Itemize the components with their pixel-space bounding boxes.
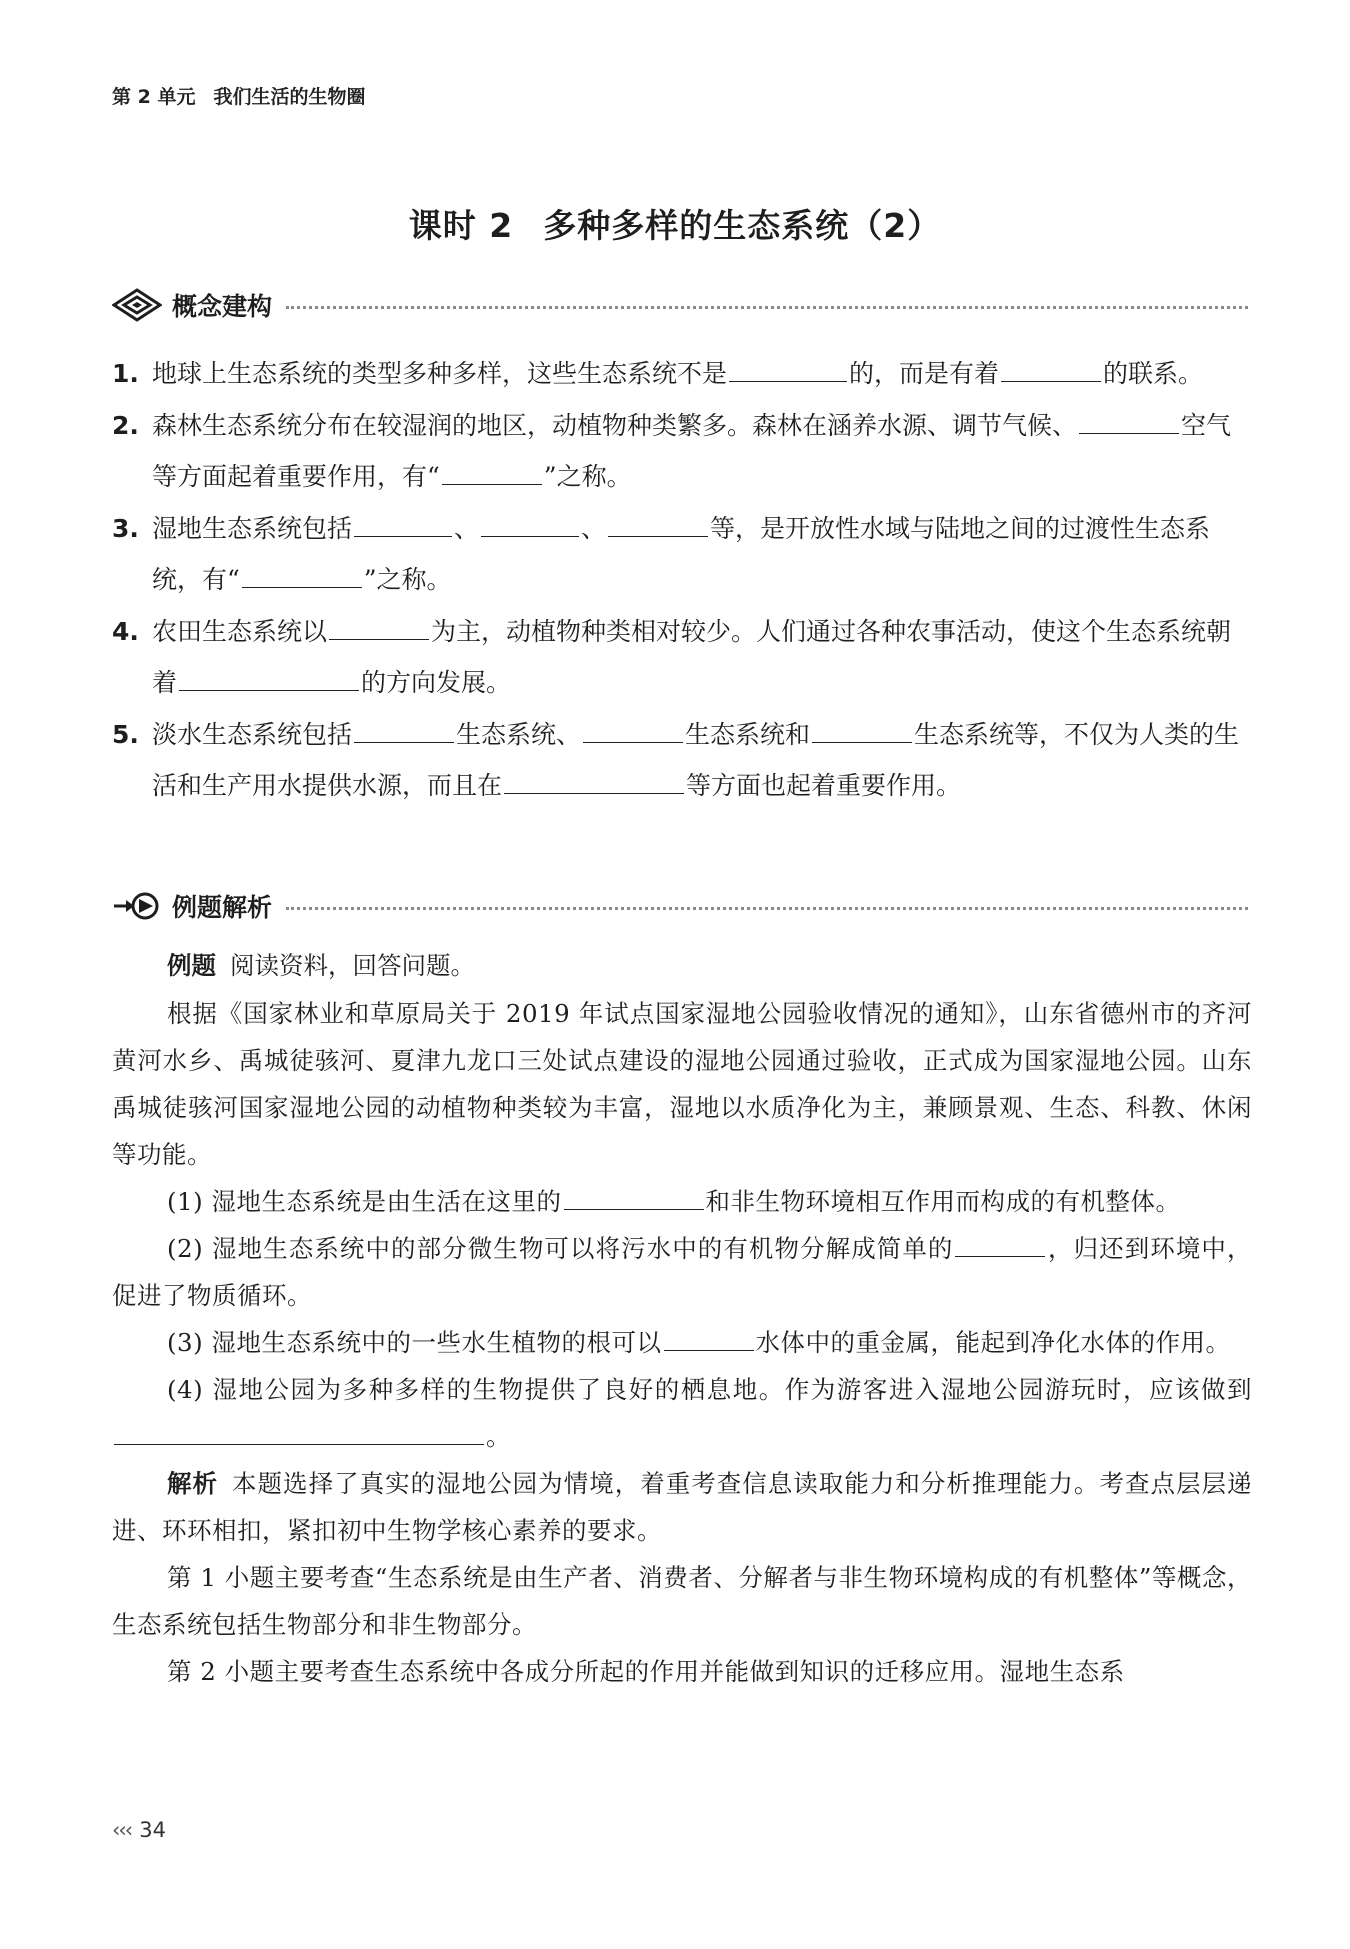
lesson-title (0, 200, 1350, 247)
answer-blank[interactable] (442, 458, 542, 485)
question-text: 生态系统、 (456, 720, 582, 749)
question-text: ”之称。 (363, 565, 452, 594)
question-number: 4. (112, 617, 139, 646)
answer-blank[interactable] (354, 716, 454, 743)
answer-blank[interactable] (729, 355, 847, 382)
answer-blank[interactable] (1079, 407, 1179, 434)
section-divider (286, 306, 1248, 309)
lesson-name: 多种多样的生态系统（2） (543, 206, 942, 245)
question-text: 等方面也起着重要作用。 (686, 771, 962, 800)
question-text: 的方向发展。 (361, 668, 512, 697)
analysis-text: 本题选择了真实的湿地公园为情境，着重考查信息读取能力和分析推理能力。考查点层层递进、环环相扣，紧扣初中生物学核心素养的要求。 (112, 1469, 1253, 1545)
arrow-target-icon (112, 889, 162, 923)
sub-question-2 (112, 1225, 1252, 1319)
sub-question-text: 。 (486, 1422, 511, 1451)
answer-blank[interactable] (812, 716, 912, 743)
sub-question-text: (1) 湿地生态系统是由生活在这里的 (167, 1187, 562, 1216)
question-text: 农田生态系统以 (152, 617, 328, 646)
analysis-paragraph (112, 1460, 1252, 1554)
sub-question-text: 和非生物环境相互作用而构成的有机整体。 (705, 1187, 1181, 1216)
answer-blank[interactable] (955, 1230, 1045, 1257)
lesson-number: 课时 2 (408, 206, 514, 245)
answer-blank[interactable] (664, 1324, 754, 1351)
question-number: 1. (112, 359, 139, 388)
question-2 (112, 400, 1252, 502)
example-instruction: 阅读资料，回答问题。 (230, 951, 475, 980)
sub-question-text: (3) 湿地生态系统中的一些水生植物的根可以 (167, 1328, 662, 1357)
question-text: 湿地生态系统包括 (152, 514, 353, 543)
question-text: 、 (581, 514, 607, 543)
sub-question-1 (112, 1178, 1252, 1225)
sub-question-text: ，归还到环境中，促进了物质循环。 (112, 1234, 1252, 1310)
section-concept-header (112, 285, 1248, 325)
example-tag: 例题 (167, 951, 216, 980)
chevrons-left-icon: ‹‹‹ (112, 1818, 132, 1842)
answer-blank[interactable] (329, 613, 429, 640)
question-3 (112, 503, 1252, 605)
question-text: ”之称。 (543, 462, 632, 491)
question-5 (112, 709, 1252, 811)
answer-blank[interactable] (583, 716, 683, 743)
sub-question-3 (112, 1319, 1252, 1366)
section-divider (286, 907, 1248, 910)
answer-blank[interactable] (564, 1183, 704, 1210)
unit-title: 我们生活的生物圈 (213, 86, 366, 108)
analysis-point-1: 第 1 小题主要考查“生态系统是由生产者、消费者、分解者与非生物环境构成的有机整体”等概念，生态系统包括生物部分和非生物部分。 (112, 1563, 1252, 1639)
question-text: 空气等方面起着重要作用，有“ (152, 411, 1232, 491)
sub-question-4 (112, 1366, 1252, 1460)
page-footer (112, 1818, 166, 1842)
sub-question-text: (4) 湿地公园为多种多样的生物提供了良好的栖息地。作为游客进入湿地公园游玩时，应该做到 (167, 1375, 1252, 1404)
question-number: 2. (112, 411, 139, 440)
question-text: 的联系。 (1103, 359, 1204, 388)
question-text: 生态系统等，不仅为人类的生活和生产用水提供水源，而且在 (152, 720, 1240, 800)
analysis-tag: 解析 (167, 1469, 219, 1498)
question-number: 3. (112, 514, 139, 543)
answer-blank[interactable] (504, 767, 684, 794)
question-text: 淡水生态系统包括 (152, 720, 353, 749)
question-text: 森林生态系统分布在较湿润的地区，动植物种类繁多。森林在涵养水源、调节气候、 (152, 411, 1078, 440)
question-text: 地球上生态系统的类型多种多样，这些生态系统不是 (152, 359, 728, 388)
question-number: 5. (112, 720, 139, 749)
concept-questions (112, 348, 1252, 812)
unit-number: 第 2 单元 (112, 86, 196, 108)
question-text: 的，而是有着 (849, 359, 1000, 388)
question-text: 为主，动植物种类相对较少。人们通过各种农事活动，使这个生态系统朝着 (152, 617, 1232, 697)
analysis-point-2: 第 2 小题主要考查生态系统中各成分所起的作用并能做到知识的迁移应用。湿地生态系 (167, 1657, 1125, 1686)
answer-blank[interactable] (179, 664, 359, 691)
answer-blank[interactable] (354, 510, 452, 537)
section-example-header (112, 886, 1248, 926)
question-1 (112, 348, 1252, 399)
section-example-label: 例题解析 (172, 893, 273, 922)
answer-blank[interactable] (481, 510, 579, 537)
unit-header (112, 82, 365, 109)
page-number: 34 (139, 1818, 166, 1842)
sub-question-text: 水体中的重金属，能起到净化水体的作用。 (755, 1328, 1231, 1357)
section-concept-label: 概念建构 (172, 292, 273, 321)
example-content (112, 942, 1252, 1695)
answer-blank[interactable] (608, 510, 708, 537)
question-text: 、 (454, 514, 480, 543)
diamond-layers-icon (112, 288, 162, 322)
example-heading (112, 942, 1252, 990)
example-material: 根据《国家林业和草原局关于 2019 年试点国家湿地公园验收情况的通知》，山东省德州市的齐河黄河水乡、禹城徒骇河、夏津九龙口三处试点建设的湿地公园通过验收，正式成为国家湿地公园。山东禹城徒骇河国家湿地公园的动植物种类较为丰富，湿地以水质净化为主，兼顾景观、生态、科教、休闲等功能。 (112, 999, 1252, 1169)
answer-blank[interactable] (242, 561, 362, 588)
question-4 (112, 606, 1252, 708)
answer-blank[interactable] (114, 1418, 484, 1445)
answer-blank[interactable] (1001, 355, 1101, 382)
question-text: 等，是开放性水域与陆地之间的过渡性生态系统，有“ (152, 514, 1211, 594)
question-text: 生态系统和 (685, 720, 811, 749)
sub-question-text: (2) 湿地生态系统中的部分微生物可以将污水中的有机物分解成简单的 (167, 1234, 954, 1263)
